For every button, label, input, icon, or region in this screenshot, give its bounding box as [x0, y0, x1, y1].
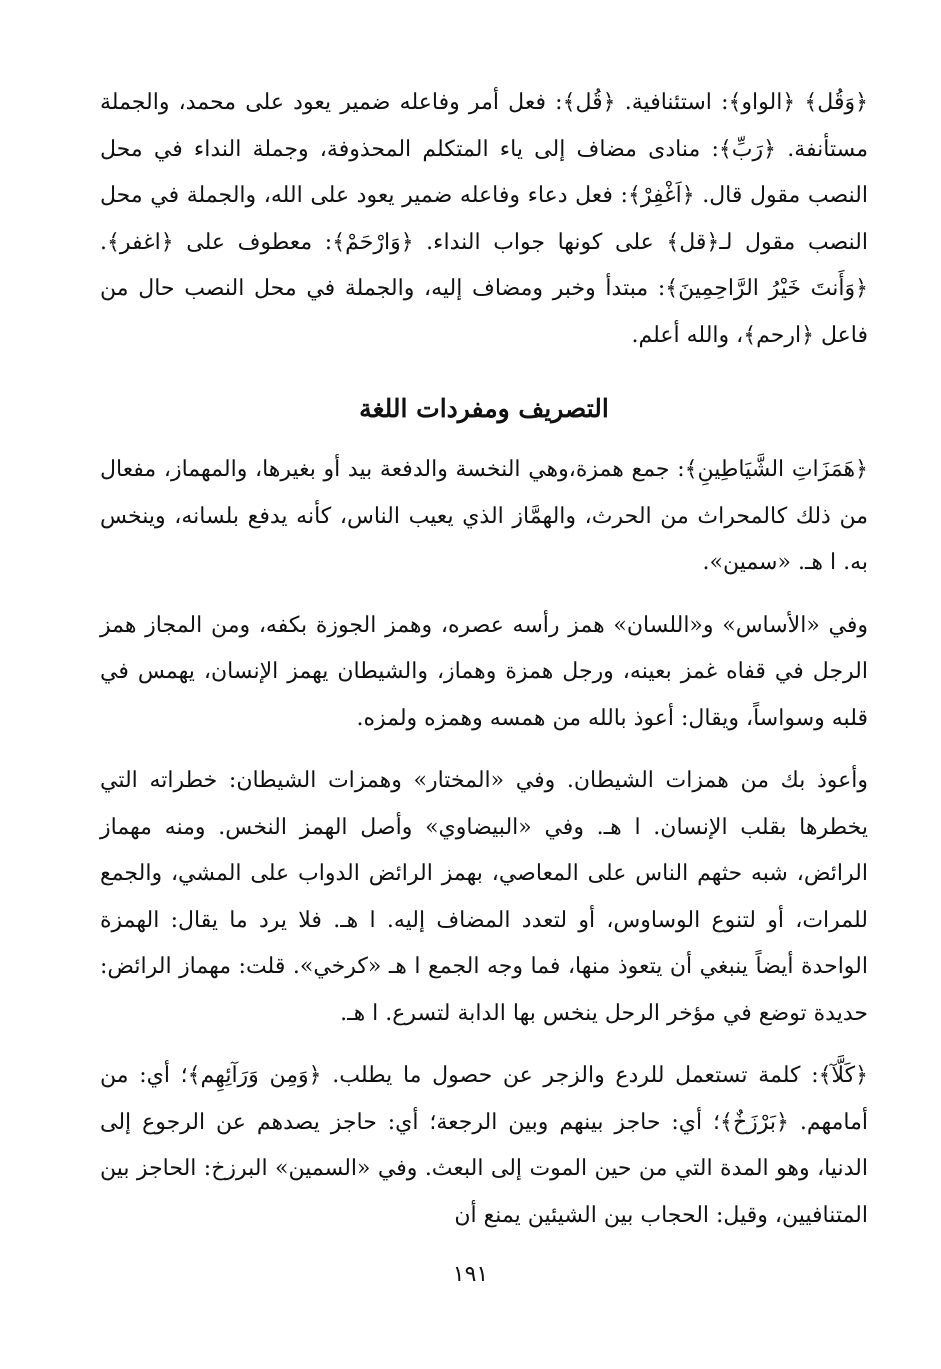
- spacer: [100, 359, 868, 389]
- paragraph-hamazat: ﴿هَمَزَاتِ الشَّيَاطِينِ﴾: جمع همزة،وهي النخسة والدفعة بيد أو بغيرها، والمهماز، مفعال من ذلك كالمحراث من الحرث، والهمَّاز الذي يعيب الناس، كأنه يدفع بلسانه، وينخس به. ا هـ. «سمين».: [100, 457, 868, 575]
- paragraph-mukhtar: وأعوذ بك من همزات الشيطان. وفي «المختار» وهمزات الشيطان: خطراته التي يخطرها بقلب الإنسان. ا هـ. وفي «البيضاوي» وأصل الهمز النخس. ومنه مهماز الرائض، شبه حثهم الناس على المعاصي، بهمز الرائض الدواب على المشي، والجمع للمرات، أو لتنوع الوساوس، أو لتعدد المضاف إليه. ا هـ. فلا يرد ما يقال: الهمزة الواحدة أيضاً ينبغي أن يتعوذ منها، فما وجه الجمع ا هـ «كرخي». قلت: مهماز الرائض: حديدة توضع في مؤخر الرحل ينخس بها الدابة لتسرع. ا هـ.: [100, 768, 868, 1026]
- page-number: ١٩١: [452, 1262, 489, 1287]
- spacer: [100, 1037, 868, 1053]
- spacer: [100, 429, 868, 447]
- page-body: [100, 80, 868, 1239]
- i3rab-paragraph: ﴿وَقُل﴾ ﴿الواو﴾: استئنافية. ﴿قُل﴾: فعل أمر وفاعله ضمير يعود على محمد، والجملة مستأنفة. ﴿رَبِّ﴾: منادى مضاف إلى ياء المتكلم المحذوفة، وجملة النداء في محل النصب مقول قال. ﴿اَغْفِرْ﴾: فعل دعاء وفاعله ضمير يعود على الله، والجملة في محل النصب مقول لـ﴿قل﴾ على كونها جواب النداء. ﴿وَارْحَمْ﴾: معطوف على ﴿اغفر﴾. ﴿وَأَنتَ خَيْرُ الرَّاحِمِينَ﴾: مبتدأ وخبر ومضاف إليه، والجملة في محل النصب حال من فاعل ﴿ارحم﴾، والله أعلم.: [100, 90, 868, 348]
- spacer: [100, 587, 868, 603]
- section-heading: التصريف ومفردات اللغة: [359, 394, 609, 423]
- paragraph-kalla: ﴿كَلَّآ﴾: كلمة تستعمل للردع والزجر عن حصول ما يطلب. ﴿وَمِن وَرَآئِهِم﴾؛ أي: من أمامهم. ﴿بَرْزَخٌ﴾؛ أي: حاجز بينهم وبين الرجعة؛ أي: حاجز يصدهم عن الرجوع إلى الدنيا، وهو المدة التي من حين الموت إلى البعث. وفي «السمين» البرزخ: الحاجز بين المتنافيين، وقيل: الحجاب بين الشيئين يمنع أن: [100, 1063, 868, 1228]
- spacer: [100, 742, 868, 758]
- paragraph-asas: وفي «الأساس» و«اللسان» همز رأسه عصره، وهمز الجوزة بكفه، ومن المجاز همز الرجل في قفاه غمز بعينه، ورجل همزة وهماز، والشيطان يهمز الإنسان، يهمس في قلبه وسواساً، ويقال: أعوذ بالله من همسه وهمزه ولمزه.: [100, 612, 868, 731]
